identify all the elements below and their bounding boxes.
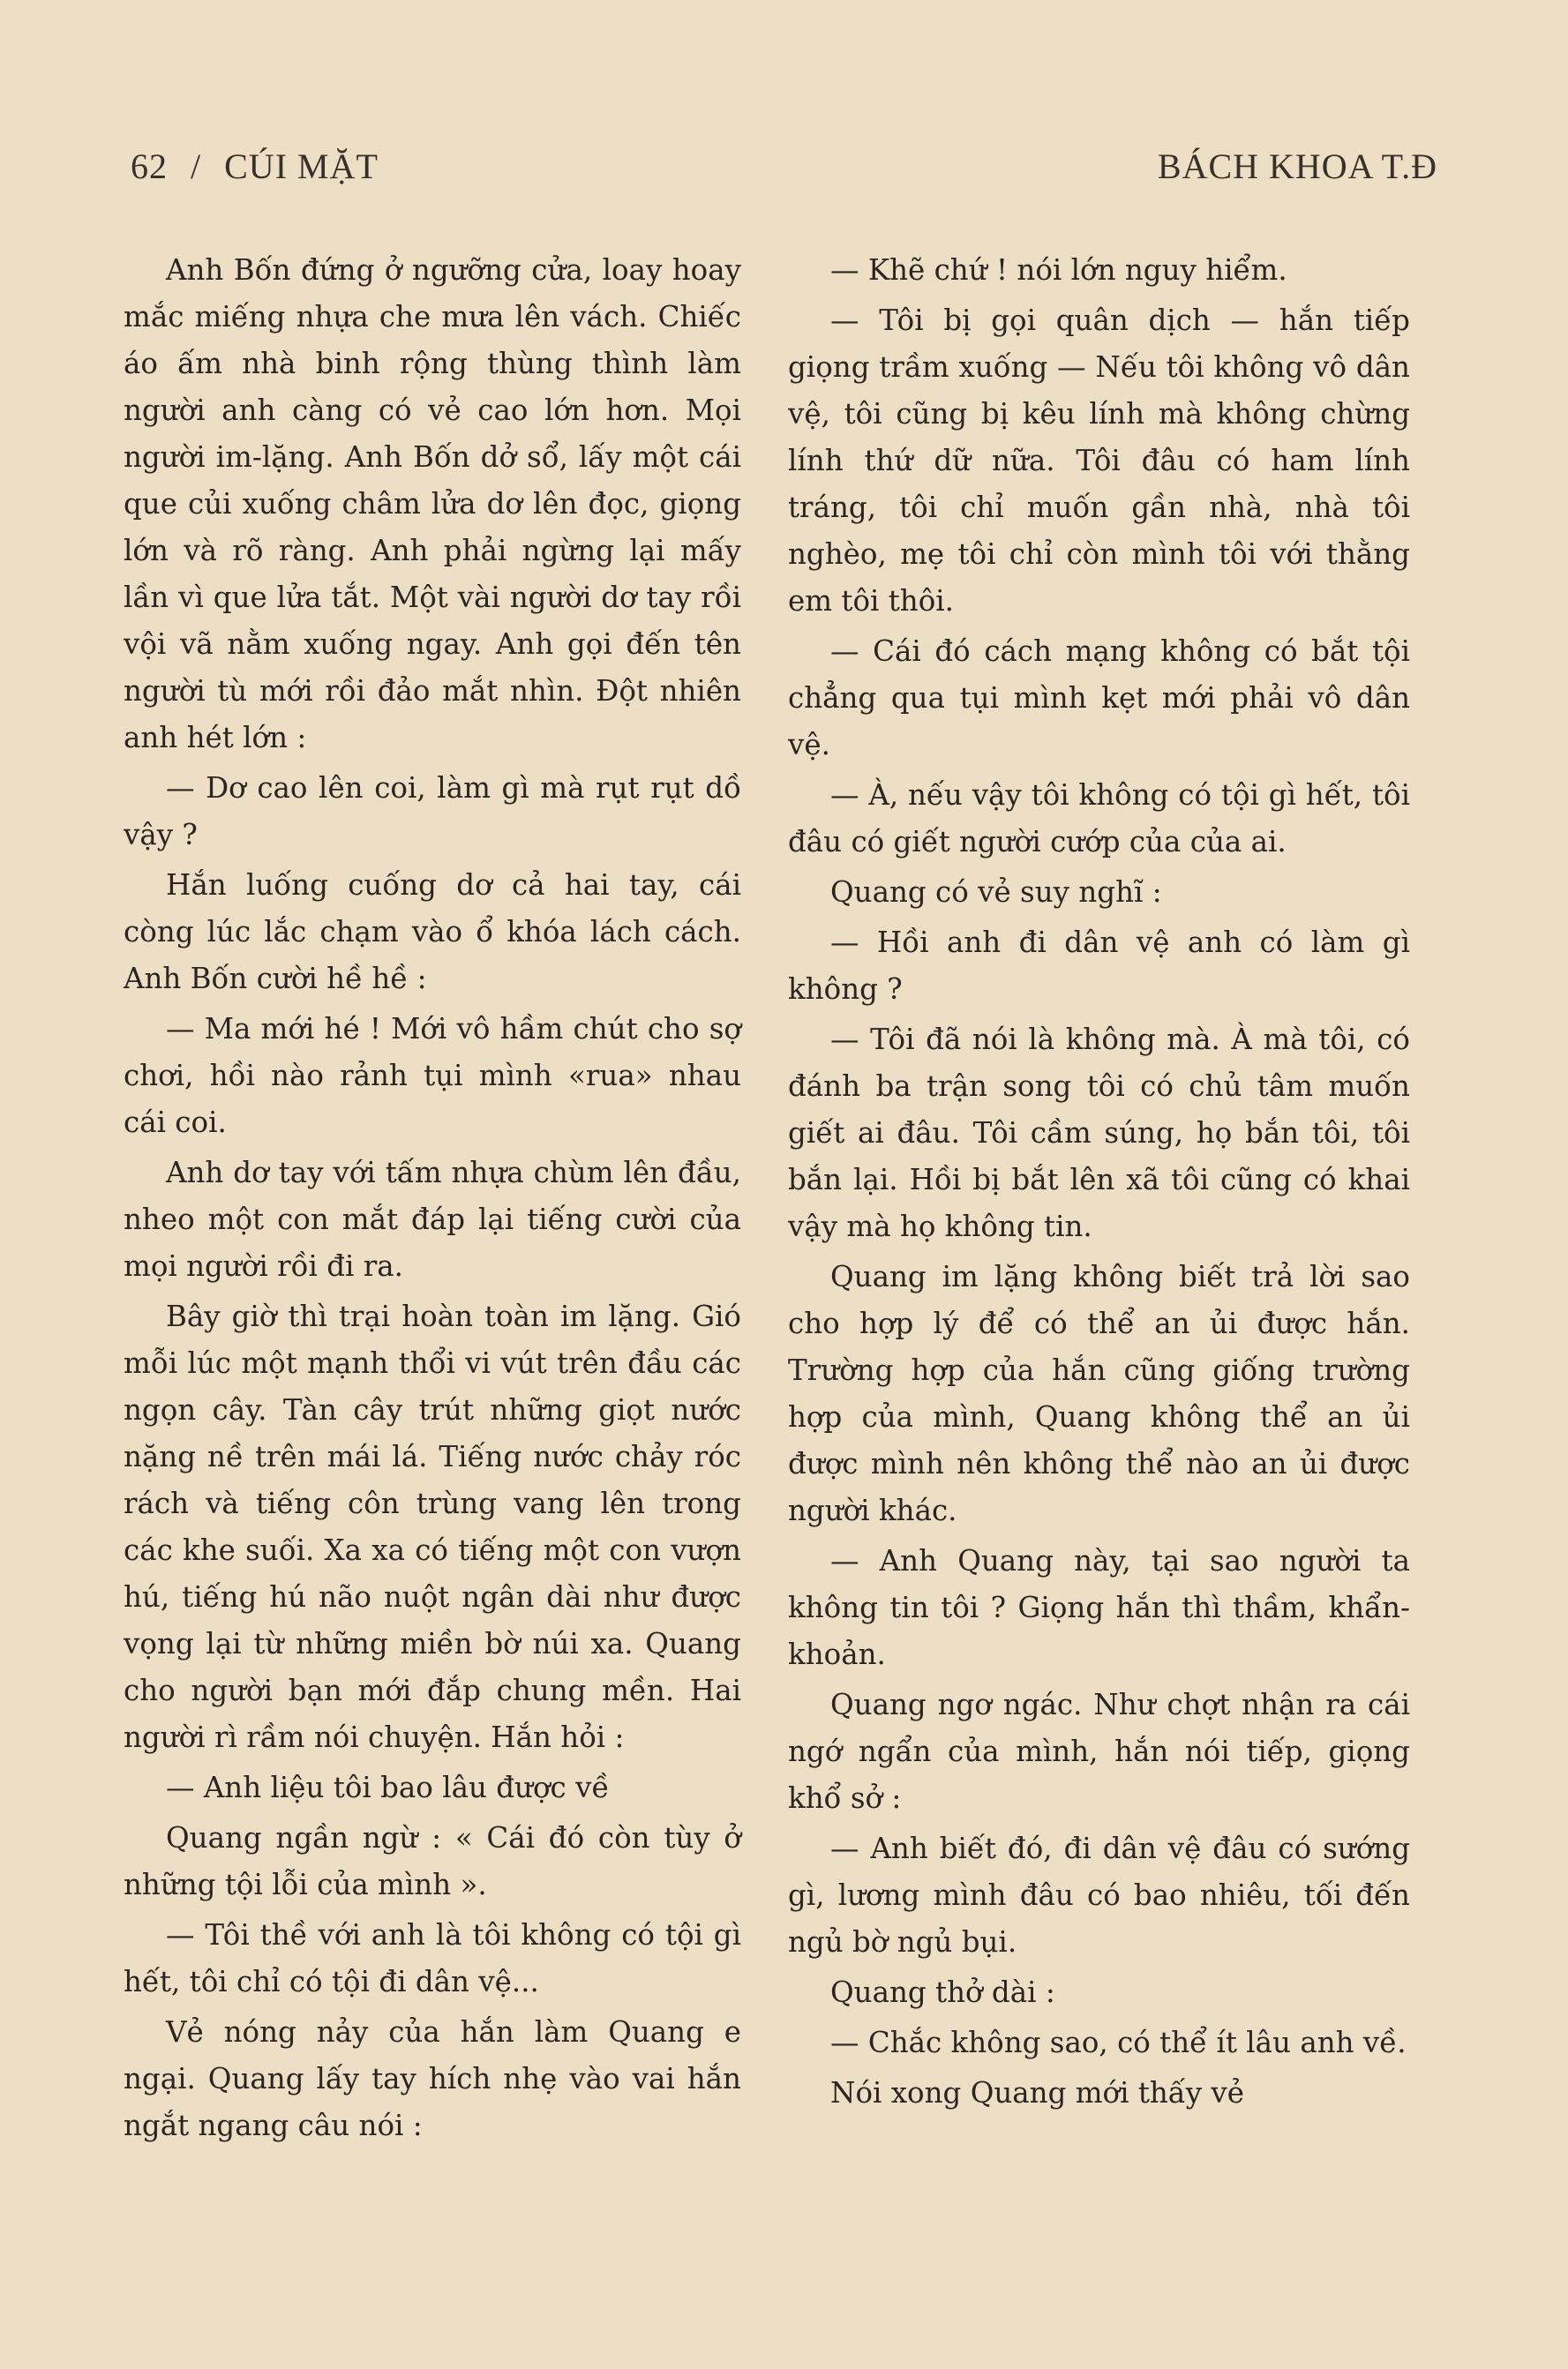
paragraph: Anh dơ tay với tấm nhựa chùm lên đầu, nheo một con mắt đáp lại tiếng cười của mọi người rồi đi ra.: [124, 1156, 741, 1283]
paragraph: Quang ngơ ngác. Như chợt nhận ra cái ngớ ngẩn của mình, hắn nói tiếp, giọng khổ sở :: [788, 1688, 1410, 1815]
paragraph: — Tôi đã nói là không mà. À mà tôi, có đánh ba trận song tôi có chủ tâm muốn giết ai đâu. Tôi cầm súng, họ bắn tôi, tôi bắn lại. Hồi bị bắt lên xã tôi cũng có khai vậy mà họ không tin.: [788, 1023, 1410, 1243]
right-column: [788, 247, 1410, 2120]
paragraph: Quang có vẻ suy nghĩ :: [830, 875, 1162, 909]
paragraph: — Dơ cao lên coi, làm gì mà rụt rụt dồ vậy ?: [124, 771, 741, 851]
paragraph: — Cái đó cách mạng không có bắt tội chẳng qua tụi mình kẹt mới phải vô dân vệ.: [788, 634, 1410, 761]
header-left: [131, 146, 379, 187]
paragraph: Anh Bốn đứng ở ngưỡng cửa, loay hoay mắc miếng nhựa che mưa lên vách. Chiếc áo ấm nhà binh rộng thùng thình làm người anh càng có vẻ cao lớn hơn. Mọi người im-lặng. Anh Bốn dở sổ, lấy một cái que củi xuống châm lửa dơ lên đọc, giọng lớn và rõ ràng. Anh phải ngừng lại mấy lần vì que lửa tắt. Một vài người dơ tay rồi vội vã nằm xuống ngay. Anh gọi đến tên người tù mới rồi đảo mắt nhìn. Đột nhiên anh hét lớn :: [124, 253, 741, 754]
paragraph: Nói xong Quang mới thấy vẻ: [830, 2076, 1245, 2110]
paragraph: Hắn luống cuống dơ cả hai tay, cái còng lúc lắc chạm vào ổ khóa lách cách. Anh Bốn cười hề hề :: [124, 868, 741, 995]
page-header: [131, 146, 1437, 199]
header-separator: /: [191, 146, 202, 186]
paragraph: — Hồi anh đi dân vệ anh có làm gì không ?: [788, 926, 1410, 1006]
paragraph: Bây giờ thì trại hoàn toàn im lặng. Gió mỗi lúc một mạnh thổi vi vút trên đầu các ngọn cây. Tàn cây trút những giọt nước nặng nề trên mái lá. Tiếng nước chảy róc rách và tiếng côn trùng vang lên trong các khe suối. Xa xa có tiếng một con vượn hú, tiếng hú não nuột ngân dài như được vọng lại từ những miền bờ núi xa. Quang cho người bạn mới đắp chung mền. Hai người rì rầm nói chuyện. Hắn hỏi :: [124, 1300, 741, 1754]
paragraph: Quang thở dài :: [830, 1975, 1055, 2009]
paragraph: — Khẽ chứ ! nói lớn nguy hiểm.: [830, 253, 1287, 287]
paragraph: — Ma mới hé ! Mới vô hầm chút cho sợ chơi, hồi nào rảnh tụi mình «rua» nhau cái coi.: [124, 1012, 741, 1139]
paragraph: — Tôi bị gọi quân dịch — hắn tiếp giọng trầm xuống — Nếu tôi không vô dân vệ, tôi cũng bị kêu lính mà không chừng lính thứ dữ nữa. Tôi đâu có ham lính tráng, tôi chỉ muốn gần nhà, nhà tôi nghèo, mẹ tôi chỉ còn mình tôi với thằng em tôi thôi.: [788, 304, 1410, 618]
publication-name: BÁCH KHOA T.Đ: [1157, 146, 1437, 186]
paragraph: — Chắc không sao, có thể ít lâu anh về.: [830, 2026, 1407, 2059]
section-title: CÚI MẶT: [224, 146, 379, 186]
paragraph: Vẻ nóng nảy của hắn làm Quang e ngại. Quang lấy tay hích nhẹ vào vai hắn ngắt ngang câu nói :: [124, 2015, 741, 2142]
paragraph: Quang im lặng không biết trả lời sao cho hợp lý để có thể an ủi được hắn. Trường hợp của hắn cũng giống trường hợp của mình, Quang không thể an ủi được mình nên không thể nào an ủi được người khác.: [788, 1260, 1410, 1527]
left-column: [124, 247, 741, 2153]
paragraph: — Anh biết đó, đi dân vệ đâu có sướng gì, lương mình đâu có bao nhiêu, tối đến ngủ bờ ngủ bụi.: [788, 1832, 1410, 1959]
page-number: 62: [131, 146, 168, 186]
paragraph: — À, nếu vậy tôi không có tội gì hết, tôi đâu có giết người cướp của của ai.: [788, 778, 1410, 858]
paragraph: Quang ngần ngừ : « Cái đó còn tùy ở những tội lỗi của mình ».: [124, 1821, 741, 1901]
paragraph: — Tôi thề với anh là tôi không có tội gì hết, tôi chỉ có tội đi dân vệ...: [124, 1918, 741, 1998]
paragraph: — Anh liệu tôi bao lâu được về: [166, 1771, 610, 1804]
paragraph: — Anh Quang này, tại sao người ta không tin tôi ? Giọng hắn thì thầm, khẩn-khoản.: [788, 1544, 1410, 1671]
